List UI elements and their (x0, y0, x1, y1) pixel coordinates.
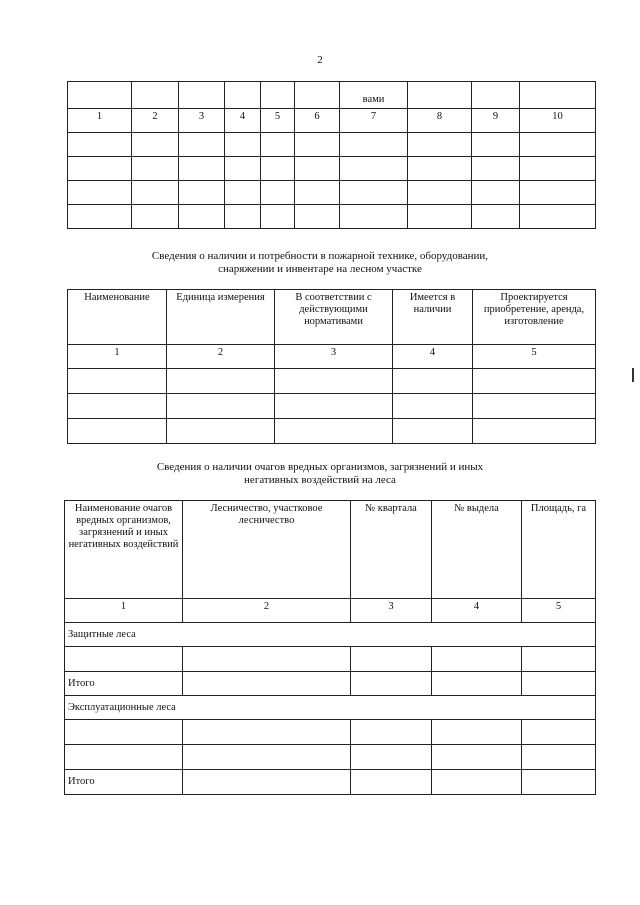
column-header: Наименование (68, 290, 167, 345)
table-cell[interactable] (340, 133, 408, 157)
table-row (68, 205, 596, 229)
column-number: 2 (183, 599, 351, 623)
column-number: 3 (351, 599, 432, 623)
continuation-table (67, 81, 596, 229)
table-cell[interactable] (132, 181, 179, 205)
heading-line: негативных воздействий на леса (244, 474, 396, 486)
table-cell[interactable] (522, 770, 596, 795)
table-cell (225, 82, 261, 109)
table-cell[interactable] (432, 770, 522, 795)
table-cell[interactable] (183, 745, 351, 770)
header-row (65, 501, 596, 599)
table-cell[interactable] (68, 369, 167, 394)
table-cell[interactable] (68, 419, 167, 444)
table-cell[interactable] (340, 181, 408, 205)
total-row (65, 672, 596, 696)
table-cell[interactable] (68, 181, 132, 205)
table-cell (520, 82, 596, 109)
table-row (65, 745, 596, 770)
table-cell[interactable] (522, 745, 596, 770)
table-cell[interactable] (261, 205, 295, 229)
column-number: 2 (132, 109, 179, 133)
table-cell[interactable] (408, 133, 472, 157)
table-cell[interactable] (179, 205, 225, 229)
table-cell[interactable] (432, 647, 522, 672)
column-number-row (68, 109, 596, 133)
table-cell[interactable] (132, 157, 179, 181)
table-cell[interactable] (225, 205, 261, 229)
table-row (68, 369, 596, 394)
table-cell[interactable] (522, 647, 596, 672)
column-number: 9 (472, 109, 520, 133)
column-number-row (65, 599, 596, 623)
column-header: Лесничество, участковое лесничество (183, 501, 351, 599)
column-number: 7 (340, 109, 408, 133)
column-number: 8 (408, 109, 472, 133)
fire-equipment-table (67, 289, 596, 444)
column-number: 4 (393, 345, 473, 369)
table-cell[interactable] (275, 369, 393, 394)
table-cell[interactable] (167, 419, 275, 444)
page-number: 2 (317, 54, 323, 66)
table-cell (68, 82, 132, 109)
group-label: Защитные леса (65, 623, 596, 647)
column-number: 1 (65, 599, 183, 623)
table-cell[interactable] (68, 394, 167, 419)
column-header: № выдела (432, 501, 522, 599)
table-cell[interactable] (179, 133, 225, 157)
table-cell[interactable] (132, 133, 179, 157)
column-number: 10 (520, 109, 596, 133)
table-cell[interactable] (351, 672, 432, 696)
header-row (68, 290, 596, 345)
table-cell[interactable] (261, 157, 295, 181)
table-cell[interactable] (295, 205, 340, 229)
table-cell[interactable] (68, 133, 132, 157)
column-number: 4 (432, 599, 522, 623)
column-header: Единица измерения (167, 290, 275, 345)
table-cell[interactable] (183, 770, 351, 795)
table-cell[interactable] (65, 745, 183, 770)
table-cell[interactable] (179, 181, 225, 205)
table-cell[interactable] (183, 720, 351, 745)
column-number: 1 (68, 109, 132, 133)
table-cell[interactable] (351, 720, 432, 745)
table-row (68, 82, 596, 109)
table-cell[interactable] (351, 770, 432, 795)
table-cell[interactable] (432, 672, 522, 696)
table-cell[interactable] (68, 205, 132, 229)
table-cell[interactable] (351, 745, 432, 770)
table-cell[interactable] (68, 157, 132, 181)
column-header: Проектируется приобретение, аренда, изготовление (473, 290, 596, 345)
table-cell (472, 82, 520, 109)
table-cell[interactable] (520, 133, 596, 157)
table-cell[interactable] (65, 647, 183, 672)
total-row (65, 770, 596, 795)
table-cell[interactable] (432, 745, 522, 770)
table-row (68, 133, 596, 157)
table-row (65, 720, 596, 745)
table-cell[interactable] (132, 205, 179, 229)
group-row-exploitation-forests (65, 696, 596, 720)
column-header: № квартала (351, 501, 432, 599)
total-label: Итого (65, 672, 183, 696)
table-cell[interactable] (520, 157, 596, 181)
table-cell[interactable] (261, 181, 295, 205)
table-cell[interactable] (183, 647, 351, 672)
table-row (68, 419, 596, 444)
table-row (68, 181, 596, 205)
table-cell[interactable] (522, 720, 596, 745)
table-cell[interactable] (295, 133, 340, 157)
table-cell[interactable] (520, 205, 596, 229)
table-cell (295, 82, 340, 109)
table-cell[interactable] (275, 419, 393, 444)
heading-line: снаряжении и инвентаре на лесном участке (218, 263, 422, 275)
column-header: В соответствии с действующими нормативами (275, 290, 393, 345)
column-header: Площадь, га (522, 501, 596, 599)
table-cell[interactable] (65, 720, 183, 745)
table-cell[interactable] (472, 205, 520, 229)
column-number: 5 (473, 345, 596, 369)
table-cell[interactable] (472, 133, 520, 157)
table-cell[interactable] (472, 181, 520, 205)
table-cell (132, 82, 179, 109)
table-cell[interactable] (179, 157, 225, 181)
table-cell[interactable] (351, 647, 432, 672)
table-cell[interactable] (408, 205, 472, 229)
table-cell[interactable] (472, 157, 520, 181)
column-header: Наименование очагов вредных организмов, загрязнений и иных негативных воздействий (65, 501, 183, 599)
table-cell: вами (340, 82, 408, 109)
table-cell[interactable] (167, 394, 275, 419)
table-cell (179, 82, 225, 109)
column-number: 3 (179, 109, 225, 133)
column-number-row (68, 345, 596, 369)
section-heading-fire-equipment (0, 250, 640, 276)
table-cell[interactable] (340, 157, 408, 181)
section-heading-harmful-organisms (0, 461, 640, 487)
table-cell[interactable] (393, 419, 473, 444)
table-cell[interactable] (225, 181, 261, 205)
column-number: 2 (167, 345, 275, 369)
table-cell[interactable] (225, 133, 261, 157)
table-cell[interactable] (295, 181, 340, 205)
table-cell[interactable] (167, 369, 275, 394)
column-number: 6 (295, 109, 340, 133)
heading-line: Сведения о наличии очагов вредных организмов, загрязнений и иных (156, 461, 484, 473)
harmful-organisms-table (64, 500, 596, 795)
heading-line: Сведения о наличии и потребности в пожарной технике, оборудовании, (151, 250, 489, 262)
table-cell[interactable] (408, 157, 472, 181)
table-cell[interactable] (473, 394, 596, 419)
group-label: Эксплуатационные леса (65, 696, 596, 720)
table-cell (408, 82, 472, 109)
table-cell[interactable] (522, 672, 596, 696)
table-cell[interactable] (473, 369, 596, 394)
table-cell[interactable] (340, 205, 408, 229)
table-cell[interactable] (520, 181, 596, 205)
table-row (65, 647, 596, 672)
table-row (68, 157, 596, 181)
table-cell[interactable] (432, 720, 522, 745)
table-cell[interactable] (225, 157, 261, 181)
table-cell (261, 82, 295, 109)
table-cell[interactable] (473, 419, 596, 444)
column-number: 5 (522, 599, 596, 623)
table-cell[interactable] (295, 157, 340, 181)
table-row (68, 394, 596, 419)
total-label: Итого (65, 770, 183, 795)
column-header: Имеется в наличии (393, 290, 473, 345)
table-cell[interactable] (393, 394, 473, 419)
table-cell[interactable] (408, 181, 472, 205)
column-number: 4 (225, 109, 261, 133)
table-cell[interactable] (393, 369, 473, 394)
group-row-protective-forests (65, 623, 596, 647)
table-cell[interactable] (183, 672, 351, 696)
column-number: 3 (275, 345, 393, 369)
table-cell[interactable] (275, 394, 393, 419)
column-number: 5 (261, 109, 295, 133)
column-number: 1 (68, 345, 167, 369)
table-cell[interactable] (261, 133, 295, 157)
scan-edge-mark (632, 368, 634, 382)
